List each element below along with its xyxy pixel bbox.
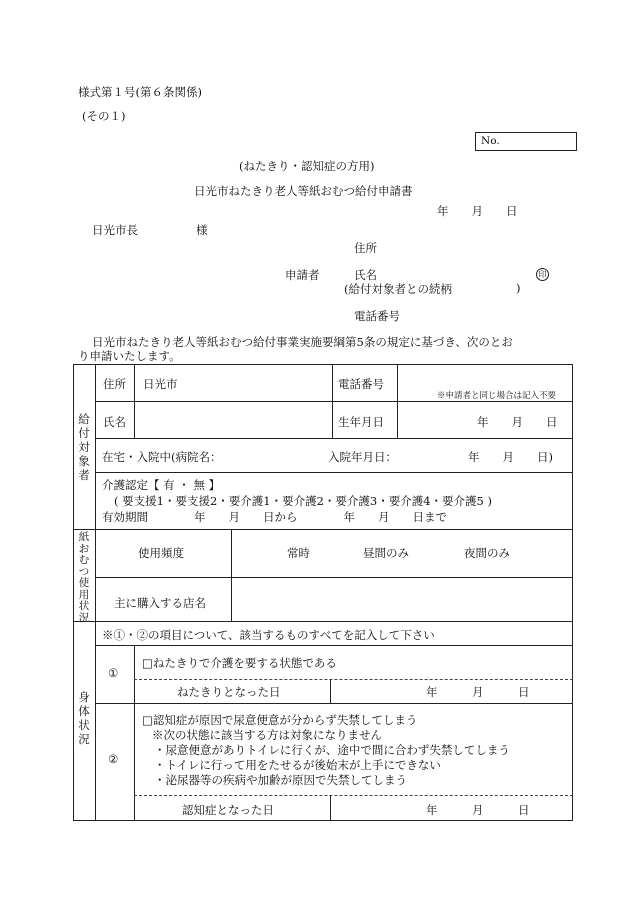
care-cert-toggle[interactable]: 介護認定【 有 ・ 無 】	[102, 478, 221, 492]
birth-date-input[interactable]: 年 月 日	[477, 415, 558, 429]
store-label: 主に購入する店名	[114, 596, 206, 610]
honorific: 様	[196, 223, 208, 237]
phone-note: ※申請者と同じ場合は記入不要	[437, 391, 557, 401]
form-number: 様式第１号(第６条関係)	[78, 85, 202, 99]
recipient-name-input[interactable]	[139, 405, 329, 435]
intro-line-2: り申請いたします。	[78, 349, 181, 363]
item-1-number: ①	[108, 666, 119, 680]
recipient-address-input[interactable]: 日光市	[143, 377, 178, 391]
relation-label: (給付対象者との続柄	[344, 282, 452, 296]
applicant-address-label: 住所	[354, 241, 377, 255]
item-2-number: ②	[108, 752, 119, 766]
item-2-example-3: ・泌尿器等の疾病や加齢が原因で失禁してしまう	[154, 773, 407, 787]
relation-close: )	[516, 281, 521, 295]
item-2-date-label: 認知症となった日	[182, 803, 274, 817]
usage-frequency-label: 使用頻度	[138, 546, 184, 560]
condition-section-label: 身体状況	[78, 690, 90, 746]
usage-section-label: 紙おむつ使用状況	[78, 531, 90, 624]
care-levels[interactable]: ( 要支援1・要支援2・要介護1・要介護2・要介護3・要介護4・要介護5 )	[114, 494, 492, 508]
item-1-checkbox[interactable]: □ねたきりで介護を要する状態である	[142, 656, 337, 670]
item-2-checkbox[interactable]: □認知症が原因で尿意便意が分からず失禁してしまう	[142, 713, 418, 727]
valid-period[interactable]: 有効期間 年 月 日から 年 月 日まで	[102, 510, 447, 524]
intro-line-1: 日光市ねたきり老人等紙おむつ給付事業実施要綱第5条の規定に基づき、次のとお	[92, 335, 513, 349]
recipient-phone-label: 電話番号	[338, 377, 384, 391]
stay-status-label[interactable]: 在宅・入院中(病院名：	[102, 450, 222, 464]
item-2-note: ※次の状態に該当する方は対象になりません	[152, 728, 382, 742]
recipient-section-label: 給付対象者	[78, 412, 90, 482]
form-category: (ねたきり・認知症の方用)	[239, 159, 375, 173]
condition-instruction: ※①・②の項目について、該当するものすべてを記入して下さい	[102, 628, 435, 642]
item-2-example-1: ・尿意便意がありトイレに行くが、途中で間に合わず失禁してしまう	[154, 743, 510, 757]
option-always[interactable]: 常時	[287, 546, 310, 560]
seal-icon: 印	[536, 266, 549, 281]
item-2-example-2: ・トイレに行って用をたせるが後始末が上手にできない	[154, 758, 441, 772]
birth-date-label: 生年月日	[338, 415, 384, 429]
applicant-name-label: 氏名	[354, 268, 377, 282]
store-input[interactable]	[236, 582, 570, 618]
admission-date-input[interactable]: 年 月 日)	[468, 450, 553, 464]
admission-date-label: 入院年月日：	[328, 450, 397, 464]
recipient-address-label: 住所	[103, 377, 126, 391]
page-title: 日光市ねたきり老人等紙おむつ給付申請書	[194, 184, 413, 198]
applicant-label: 申請者	[285, 268, 320, 282]
addressee: 日光市長	[92, 223, 138, 237]
option-nighttime[interactable]: 夜間のみ	[464, 546, 510, 560]
item-1-date-label: ねたきりとなった日	[177, 685, 281, 699]
item-2-date-input[interactable]: 年 月 日	[426, 803, 530, 817]
recipient-name-label: 氏名	[103, 415, 126, 429]
application-date[interactable]: 年 月 日	[437, 204, 518, 218]
no-box[interactable]	[475, 132, 577, 151]
option-daytime[interactable]: 昼間のみ	[363, 546, 409, 560]
item-1-date-input[interactable]: 年 月 日	[426, 685, 530, 699]
sub-number: (その１)	[82, 109, 126, 123]
no-label: No.	[481, 135, 500, 147]
applicant-phone-label: 電話番号	[354, 309, 400, 323]
